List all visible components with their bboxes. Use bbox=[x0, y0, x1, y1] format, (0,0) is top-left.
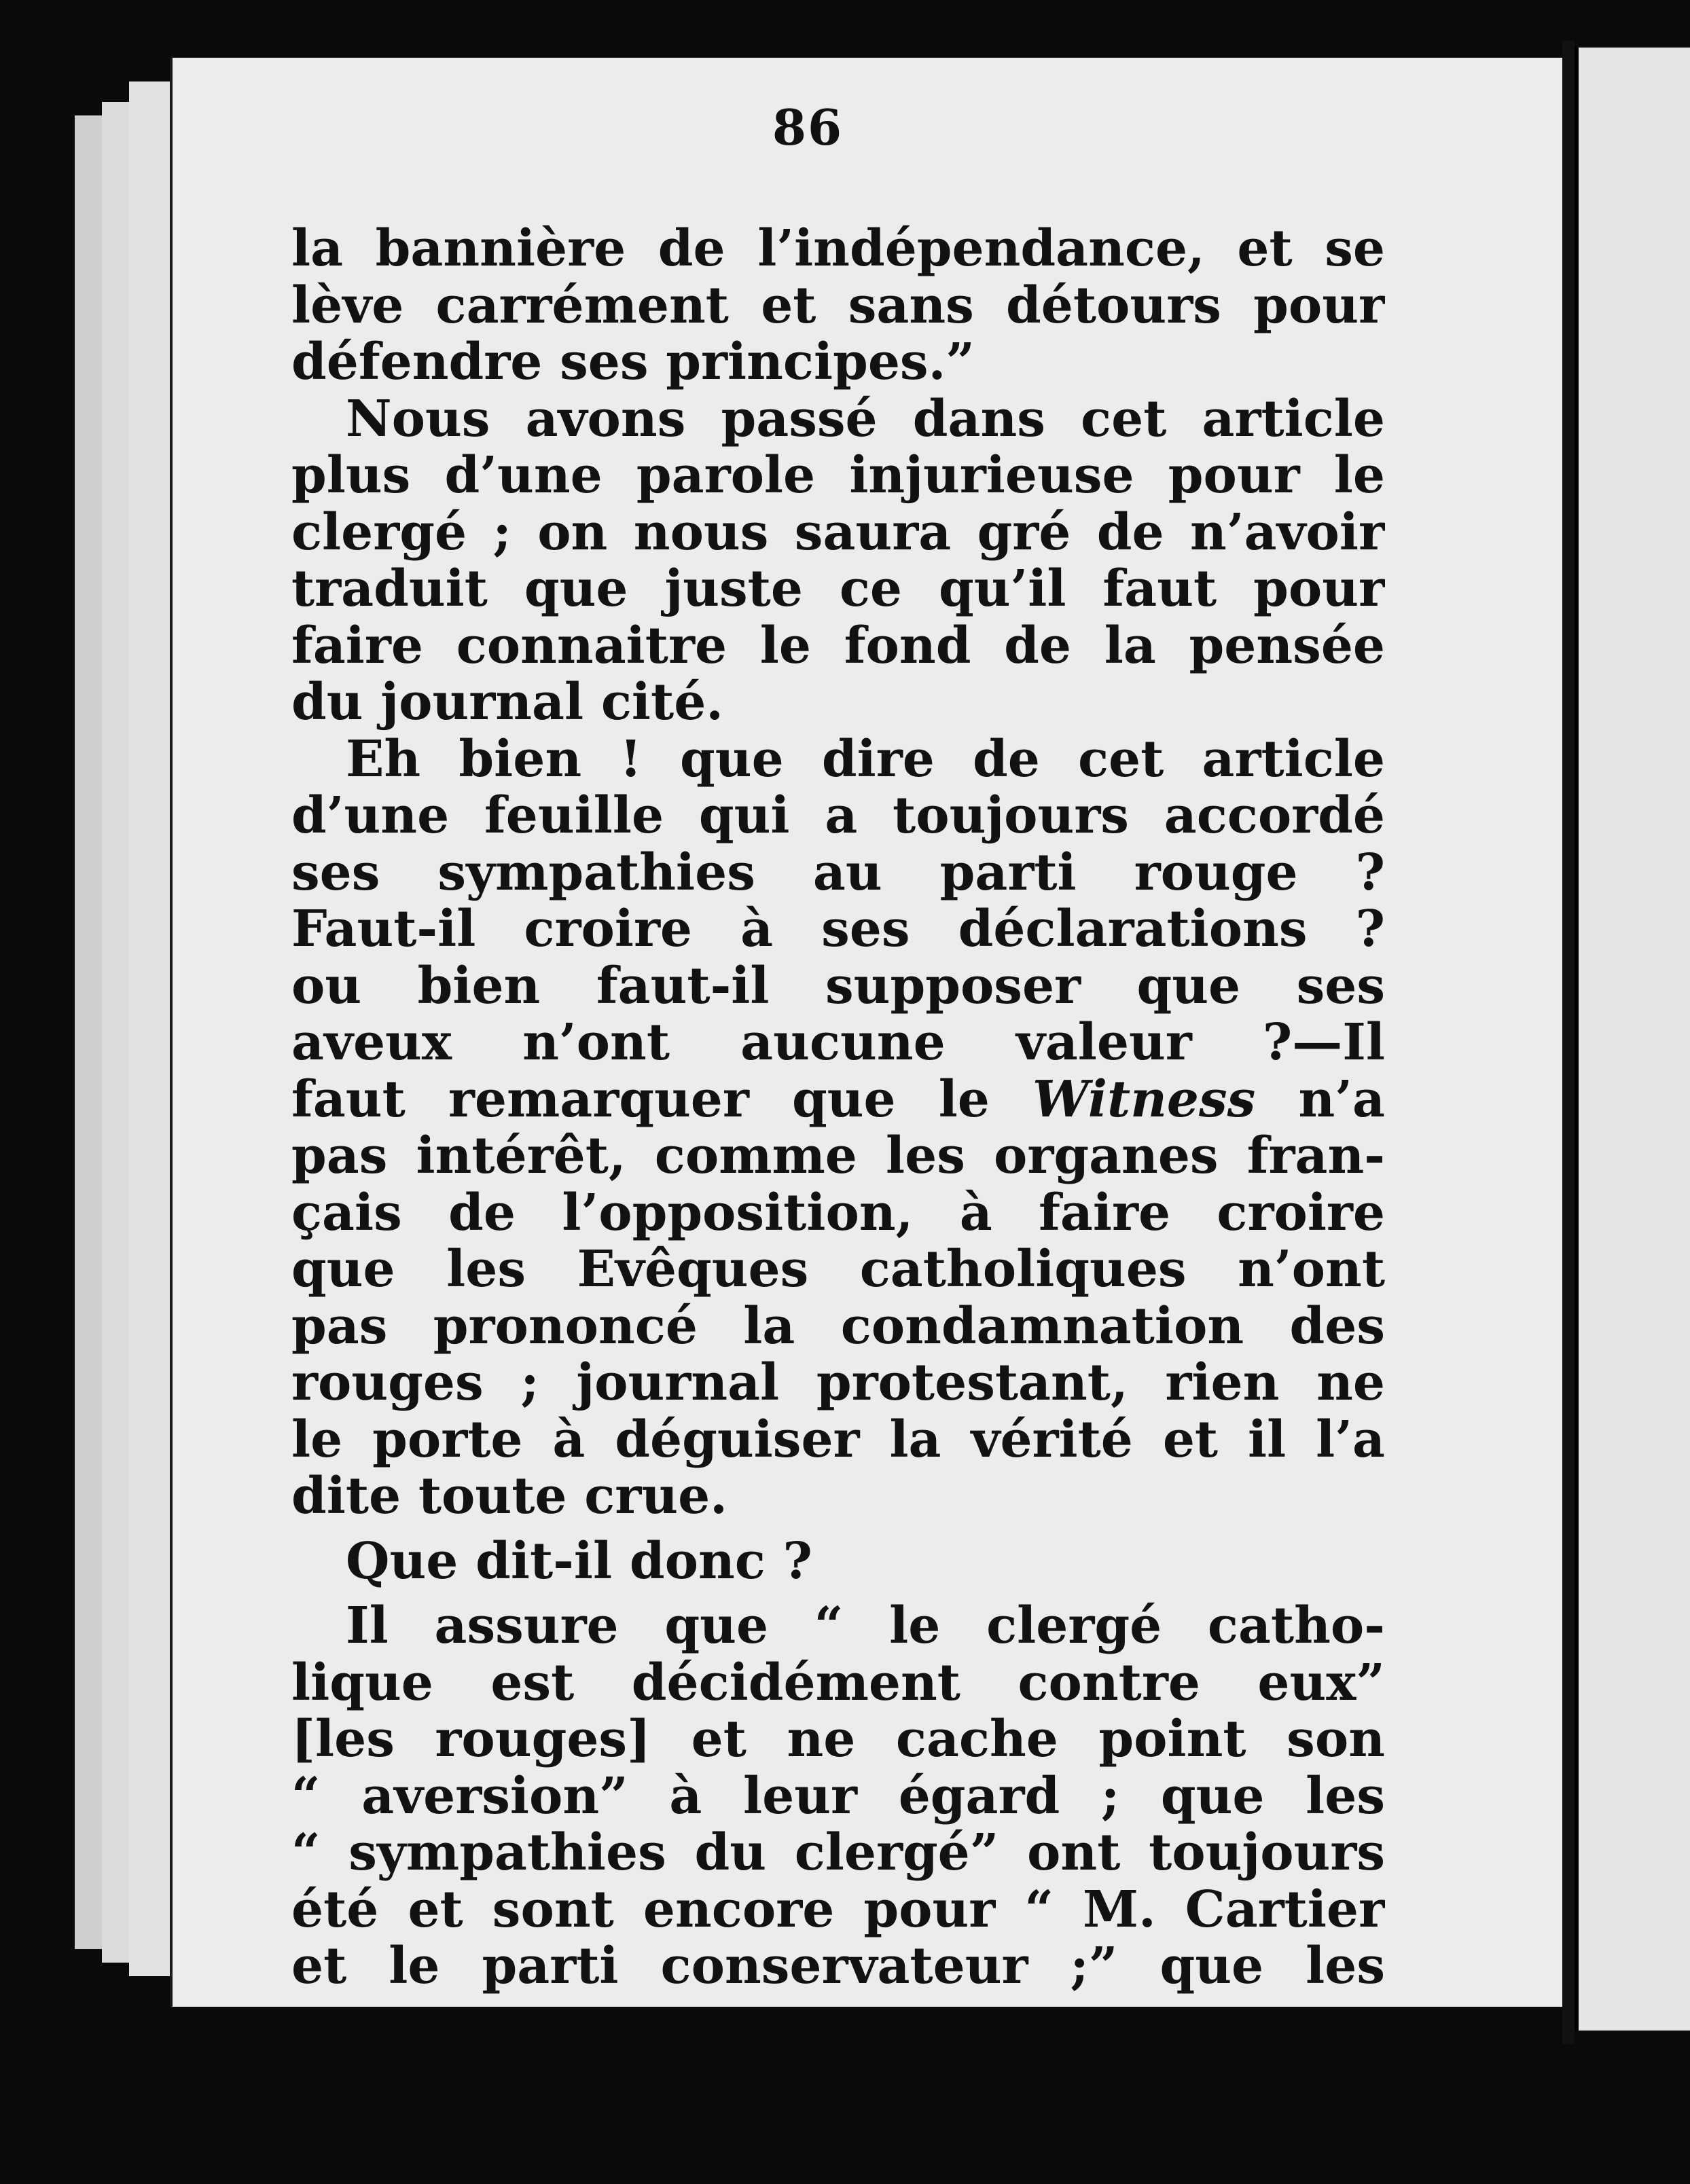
text-line: rouges ; journal protestant, rien ne bbox=[291, 1355, 1385, 1412]
text-line: plus d’une parole injurieuse pour le bbox=[291, 448, 1385, 505]
text-line: traduit que juste ce qu’il faut pour bbox=[291, 561, 1385, 618]
text-line bbox=[291, 1072, 1385, 1129]
text-line: Faut-il croire à ses déclarations ? bbox=[291, 901, 1385, 958]
text-line: pas intérêt, comme les organes fran- bbox=[291, 1128, 1385, 1185]
text-line: aveux n’ont aucune valeur ?—Il bbox=[291, 1015, 1385, 1072]
text-line: ou bien faut-il supposer que ses bbox=[291, 958, 1385, 1015]
page-edge bbox=[75, 115, 104, 1949]
text-line: lève carrément et sans détours pour bbox=[291, 277, 1385, 334]
text-line: çais de l’opposition, à faire croire bbox=[291, 1184, 1385, 1241]
text-line: que les Evêques catholiques n’ont bbox=[291, 1241, 1385, 1298]
text-line: du journal cité. bbox=[291, 674, 724, 731]
text-line: été et sont encore pour “ M. Cartier bbox=[291, 1881, 1385, 1938]
text-line: Eh bien ! que dire de cet article bbox=[346, 731, 1385, 788]
text-line: la bannière de l’indépendance, et se bbox=[291, 221, 1385, 278]
text-line: dite toute crue. bbox=[291, 1468, 727, 1525]
text-line: le porte à déguiser la vérité et il l’a bbox=[291, 1411, 1385, 1468]
text-line: “ aversion” à leur égard ; que les bbox=[291, 1768, 1385, 1825]
text-line: pas prononcé la condamnation des bbox=[291, 1298, 1385, 1355]
text-segment: faut remarquer que le bbox=[291, 1071, 1033, 1128]
text-line: ses sympathies au parti rouge ? bbox=[291, 844, 1385, 901]
text-line: Il assure que “ le clergé catho- bbox=[346, 1598, 1385, 1655]
book-gutter bbox=[1562, 41, 1575, 2044]
italic-title: Witness bbox=[1032, 1071, 1256, 1128]
text-segment: n’a bbox=[1255, 1071, 1385, 1128]
text-line: [les rouges] et ne cache point son bbox=[291, 1711, 1385, 1768]
text-line: défendre ses principes.” bbox=[291, 334, 975, 391]
text-line: et le parti conservateur ;” que les bbox=[291, 1938, 1385, 1995]
text-line: clergé ; on nous saura gré de n’avoir bbox=[291, 504, 1385, 561]
text-line: d’une feuille qui a toujours accordé bbox=[291, 788, 1385, 845]
page-text bbox=[291, 221, 1385, 1995]
page-edge bbox=[102, 102, 131, 1963]
paragraph-gap bbox=[291, 1525, 1385, 1533]
page-edge bbox=[129, 81, 172, 1976]
paragraph-gap bbox=[291, 1590, 1385, 1598]
page-number: 86 bbox=[772, 98, 844, 156]
text-line: “ sympathies du clergé” ont toujours bbox=[291, 1825, 1385, 1882]
text-line: faire connaitre le fond de la pensée bbox=[291, 617, 1385, 674]
text-line: lique est décidément contre eux” bbox=[291, 1654, 1385, 1711]
book-page bbox=[170, 58, 1565, 2007]
text-line: Nous avons passé dans cet article bbox=[346, 390, 1385, 448]
facing-page bbox=[1575, 48, 1690, 2031]
text-line: Que dit-il donc ? bbox=[346, 1533, 812, 1590]
